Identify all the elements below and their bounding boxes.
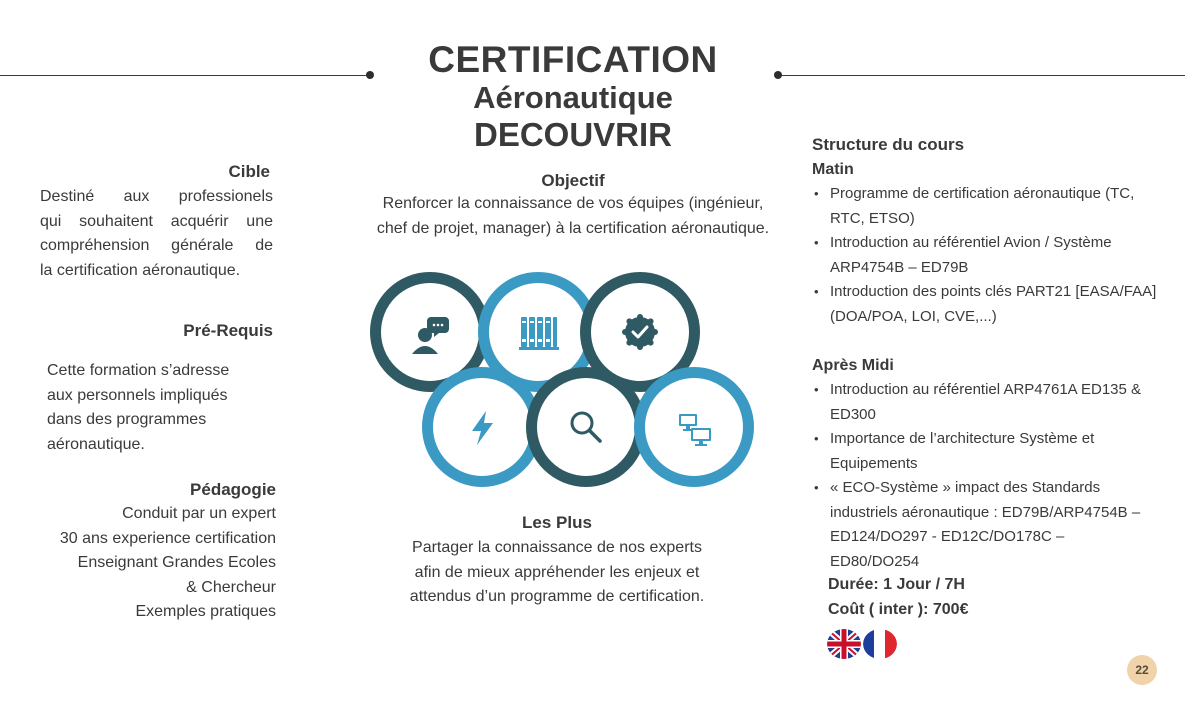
title-line-3: DECOUVRIR	[473, 116, 673, 153]
header-dot-right	[774, 71, 782, 79]
duree-cout-block	[828, 572, 968, 622]
les-plus-line: afin de mieux appréhender les enjeux et	[414, 563, 700, 581]
duree-text: Durée: 1 Jour / 7H	[828, 576, 965, 593]
prerequis-line: aux personnels impliqués	[47, 386, 228, 404]
cible-line: la certification aéronautique.	[40, 261, 241, 279]
cible-text	[40, 185, 273, 283]
objectif-heading: Objectif	[541, 171, 605, 190]
cible-line: compréhension générale de	[40, 237, 273, 254]
ring-lightning	[422, 367, 542, 487]
cible-heading: Cible	[228, 162, 270, 181]
list-item: • « ECO-Système » impact des Standards industriels aéronautique : ED79B/ARP4754B – ED124/DO297 - ED12C/DO178C – ED80/DO254	[812, 476, 1157, 574]
les-plus-text	[357, 536, 757, 610]
computers-icon	[645, 378, 743, 476]
cible-line: qui souhaitent acquérir une	[40, 212, 273, 230]
list-item: • Introduction au référentiel Avion / Système ARP4754B – ED79B	[812, 231, 1157, 280]
france-flag-icon[interactable]	[863, 629, 897, 659]
list-item: • Introduction au référentiel ARP4761A ED135 & ED300	[812, 378, 1157, 427]
uk-flag-icon[interactable]	[827, 629, 861, 659]
matin-heading: Matin	[812, 161, 854, 178]
list-item: • Programme de certification aéronautique (TC, RTC, ETSO)	[812, 182, 1157, 231]
prerequis-line: Cette formation s’adresse	[47, 362, 230, 379]
ring-magnifier	[526, 367, 646, 487]
les-plus-line: attendus d’un programme de certification.	[409, 588, 705, 605]
objectif-line: chef de projet, manager) à la certification aéronautique.	[376, 219, 770, 237]
pedagogie-heading: Pédagogie	[190, 480, 276, 499]
apres-midi-list	[812, 378, 1157, 574]
pedagogie-line: & Chercheur	[186, 578, 276, 596]
list-item: • Importance de l’architecture Système et Equipements	[812, 427, 1157, 476]
pedagogie-line: Enseignant Grandes Ecoles	[77, 554, 276, 571]
header-rule-left	[0, 75, 370, 76]
structure-heading: Structure du cours	[812, 135, 965, 154]
checkmark-badge-icon	[591, 283, 689, 381]
les-plus-line: Partager la connaissance de nos experts	[412, 539, 702, 556]
apres-midi-heading: Après Midi	[812, 357, 894, 374]
cible-line: Destiné aux professionels	[40, 188, 273, 205]
title-line-1: CERTIFICATION	[428, 39, 718, 80]
pedagogie-line: 30 ans experience certification	[59, 529, 276, 547]
matin-list	[812, 182, 1157, 329]
ring-computers	[634, 367, 754, 487]
person-speech-icon	[381, 283, 479, 381]
binders-icon	[489, 283, 587, 381]
magnifier-icon	[537, 378, 635, 476]
objectif-text	[330, 192, 816, 241]
pedagogie-text	[20, 502, 276, 625]
pedagogie-line: Conduit par un expert	[122, 505, 276, 522]
objectif-line: Renforcer la connaissance de vos équipes (ingénieur,	[382, 195, 764, 212]
list-item: • Introduction des points clés PART21 [EASA/FAA] (DOA/POA, LOI, CVE,...)	[812, 280, 1157, 329]
pedagogie-line: Exemples pratiques	[135, 603, 276, 620]
header-rule-right	[778, 75, 1185, 76]
prerequis-line: dans des programmes	[47, 411, 207, 428]
page-number-badge: 22	[1127, 655, 1157, 685]
title-line-2: Aéronautique	[473, 80, 673, 115]
les-plus-heading: Les Plus	[522, 513, 592, 532]
lightning-icon	[433, 378, 531, 476]
prerequis-line: aéronautique.	[47, 435, 145, 453]
prerequis-heading: Pré-Requis	[183, 321, 273, 340]
prerequis-text	[47, 359, 287, 457]
cout-text: Coût ( inter ): 700€	[828, 601, 969, 618]
page-title	[373, 40, 773, 154]
